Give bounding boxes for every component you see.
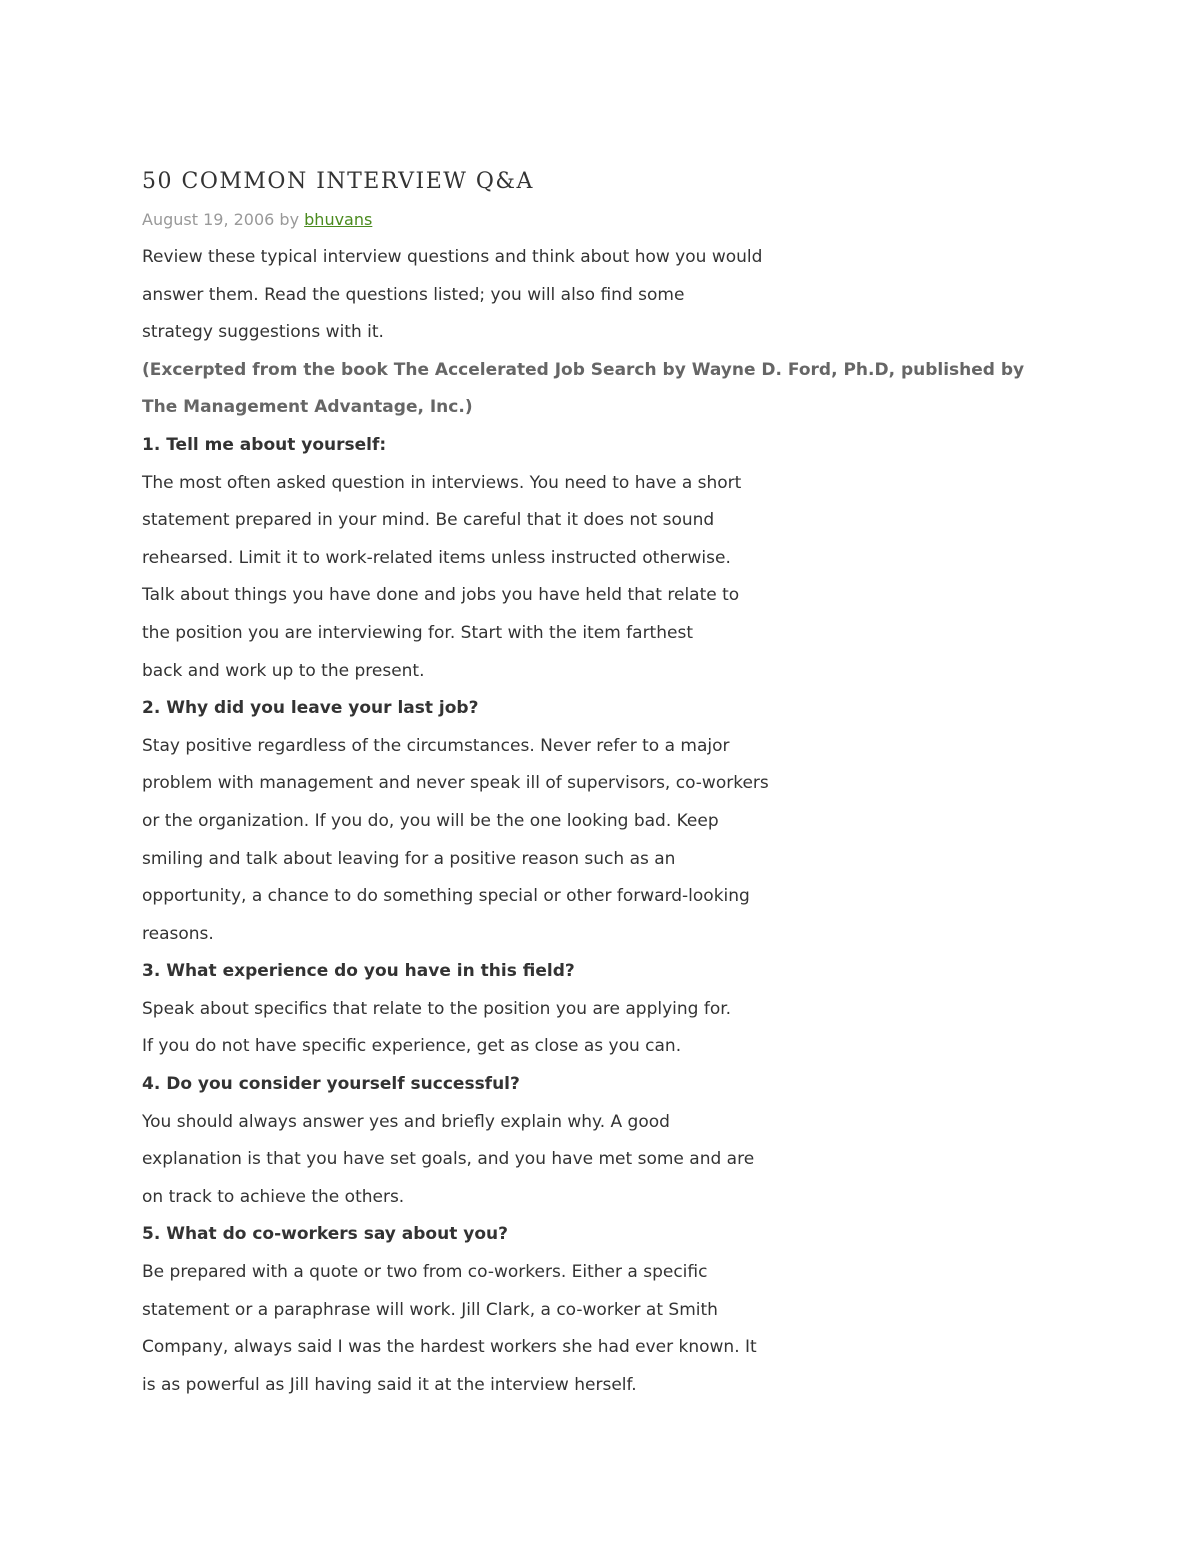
answer-line: rehearsed. Limit it to work-related items unless instructed otherwise.	[142, 547, 731, 568]
article	[142, 163, 1102, 1404]
answer-line: back and work up to the present.	[142, 660, 425, 681]
author-link[interactable]: bhuvans	[304, 210, 373, 229]
answer-line: The most often asked question in interviews. You need to have a short	[142, 472, 742, 493]
question-heading: 5. What do co-workers say about you?	[142, 1224, 508, 1245]
answer-line: problem with management and never speak ill of supervisors, co-workers	[142, 773, 769, 794]
question-heading: 4. Do you consider yourself successful?	[142, 1074, 520, 1095]
intro-line: Review these typical interview questions and think about how you would	[142, 247, 763, 267]
post-date: August 19, 2006	[142, 210, 275, 229]
by-label: by	[279, 210, 300, 229]
question-heading: 2. Why did you leave your last job?	[142, 698, 479, 719]
answer-line: explanation is that you have set goals, and you have met some and are	[142, 1149, 755, 1170]
answer-line: is as powerful as Jill having said it at the interview herself.	[142, 1374, 637, 1395]
answer-line: the position you are interviewing for. Start with the item farthest	[142, 622, 693, 643]
answer-line: Company, always said I was the hardest workers she had ever known. It	[142, 1337, 757, 1358]
answer-line: smiling and talk about leaving for a positive reason such as an	[142, 848, 676, 869]
question-heading: 1. Tell me about yourself:	[142, 434, 387, 455]
answer-line: Stay positive regardless of the circumstances. Never refer to a major	[142, 735, 730, 756]
article-title: 50 COMMON INTERVIEW Q&A	[142, 169, 534, 194]
intro-line: answer them. Read the questions listed; you will also find some	[142, 284, 685, 305]
post-meta	[142, 201, 1102, 239]
answer-line: on track to achieve the others.	[142, 1186, 405, 1207]
answer-line: Talk about things you have done and jobs you have held that relate to	[142, 585, 740, 606]
intro-line: strategy suggestions with it.	[142, 322, 384, 343]
excerpt-line: The Management Advantage, Inc.)	[142, 397, 473, 418]
answer-line: Speak about specifics that relate to the position you are applying for.	[142, 998, 732, 1019]
answer-line: or the organization. If you do, you will be the one looking bad. Keep	[142, 810, 719, 831]
answer-line: Be prepared with a quote or two from co-workers. Either a specific	[142, 1262, 708, 1283]
answer-line: opportunity, a chance to do something special or other forward-looking	[142, 886, 750, 907]
answer-line: statement prepared in your mind. Be careful that it does not sound	[142, 510, 715, 531]
answer-line: reasons.	[142, 923, 214, 944]
excerpt-line: (Excerpted from the book The Accelerated Job Search by Wayne D. Ford, Ph.D, published by	[142, 359, 1025, 380]
question-heading: 3. What experience do you have in this field?	[142, 961, 575, 982]
answer-line: If you do not have specific experience, get as close as you can.	[142, 1036, 682, 1057]
answer-line: You should always answer yes and briefly explain why. A good	[142, 1111, 670, 1132]
answer-line: statement or a paraphrase will work. Jill Clark, a co-worker at Smith	[142, 1299, 718, 1320]
